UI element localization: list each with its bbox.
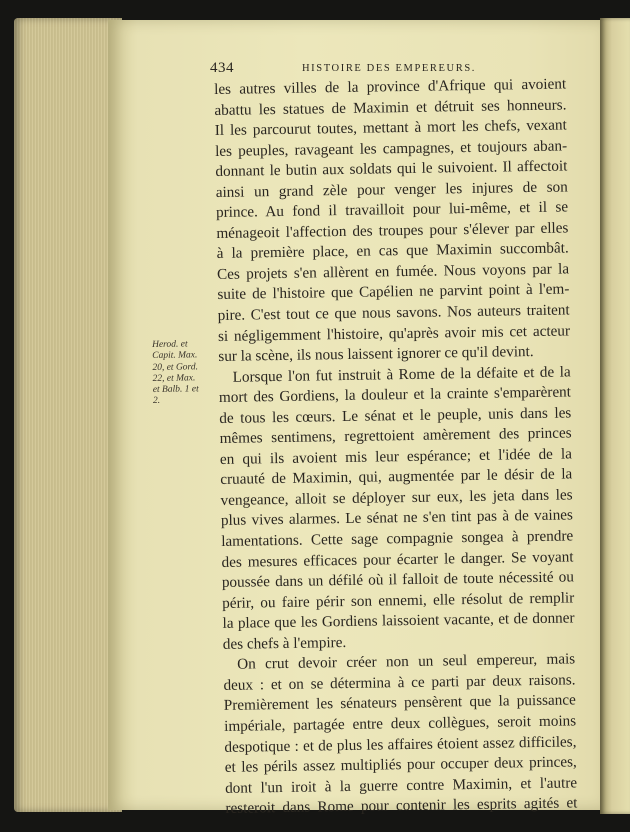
margin-note-line: 22, et Max. xyxy=(152,373,196,384)
text-line: On crut devoir créer non un seul empereur, mais xyxy=(237,650,576,674)
text-line: vengeance, alloit se déployer sur eux, les jeta dans les xyxy=(220,486,573,509)
text-line: donnant le butin aux soldats qui le suivoient. Il affectoit xyxy=(215,157,568,181)
margin-note xyxy=(152,339,217,408)
text-line: impériale, partagée entre deux collègues, seroit moins xyxy=(224,712,577,735)
margin-note-line: Herod. et xyxy=(152,339,188,350)
text-line: poussée dans un défilé où il falloit de toute nécessité ou xyxy=(221,568,574,592)
body-text xyxy=(214,74,578,819)
text-line: prince. Au fond il travailloit pour lui-même, et il se xyxy=(215,198,569,222)
running-title: HISTOIRE DES EMPEREURS. xyxy=(302,63,476,74)
text-line: resteroit dans Rome pour contenir les esprits agités et xyxy=(225,794,578,818)
text-line: despotique : et de plus les affaires étoient assez difficiles, xyxy=(224,732,577,756)
text-line: Lorsque l'on fut instruit à Rome de la défaite et de la xyxy=(232,363,571,386)
text-line: et les périls assez multipliés pour occuper deux princes, xyxy=(224,753,577,776)
text-line: des chefs à l'empire. xyxy=(222,633,347,653)
text-line: périr, ou faire périr son ennemi, elle résolut de remplir xyxy=(222,589,575,612)
text-line: Premièrement les sénateurs pensèrent que la puissance xyxy=(223,691,576,715)
text-line: ainsi un grand zèle pour venger les injures de son xyxy=(215,178,568,201)
text-line: Il les parcourut toutes, mettant à mort les chefs, vexant xyxy=(214,116,567,140)
margin-note-line: 20, et Gord. xyxy=(152,361,199,373)
text-line: lamentations. Cette sage compagnie songea à prendre xyxy=(221,527,574,550)
text-line: abattu les statues de Maximin et détruit ses honneurs. xyxy=(214,96,567,119)
facing-page-edge xyxy=(600,18,630,814)
margin-note-line: Capit. Max. xyxy=(152,350,198,362)
page-number: 434 xyxy=(210,60,234,76)
text-line: cruauté de Maximin, qui, augmentée par le désir de la xyxy=(220,465,573,489)
text-line: deux : et on se détermina à ce parti par deux raisons. xyxy=(223,671,576,694)
text-line: pire. C'est tout ce que nous savons. Nos auteurs traitent xyxy=(217,301,570,324)
margin-note-line: et Balb. 1 et xyxy=(152,384,199,396)
text-line: sur la scène, ils nous laissent ignorer ce qu'il devint. xyxy=(218,343,534,366)
text-line: mort des Gordiens, la douleur et la crainte s'emparèrent xyxy=(218,383,572,407)
text-line: les autres villes de la province d'Afrique qui avoient xyxy=(214,75,567,98)
margin-note-line: 2. xyxy=(152,396,161,407)
text-line: en qui ils avoient mis leur espérance; et l'idée de la xyxy=(219,445,573,468)
text-line: à la première place, en cas que Maximin succombât. xyxy=(216,239,569,263)
text-line: ménageoit l'affection des troupes pour s'élever par elles xyxy=(216,219,569,242)
page-edges xyxy=(14,18,122,812)
text-line: suite de l'histoire que Capélien ne parvint point à l'em- xyxy=(217,280,570,304)
text-line: de tous les cœurs. Le sénat et le peuple, unis dans les xyxy=(219,404,572,427)
text-line: si négligemment l'histoire, qu'après avoir mis cet acteur xyxy=(217,322,571,345)
text-line: mêmes sentimens, regrettoient amèrement des princes xyxy=(219,424,572,448)
text-line: plus vives alarmes. Le sénat ne s'en tint pas à de vaines xyxy=(220,506,574,530)
text-line: Ces projets s'en allèrent en fumée. Nous voyons par la xyxy=(216,260,570,283)
text-line: des mesures efficaces pour écarter le danger. Se voyant xyxy=(221,547,574,571)
text-line: la place que les Gordiens laissoient vacante, et de donner xyxy=(222,609,575,633)
text-line: les peuples, ravageant les campagnes, et toujours aban- xyxy=(214,137,568,160)
text-line: dont l'un iroit à la guerre contre Maximin, et l'autre xyxy=(224,773,578,797)
